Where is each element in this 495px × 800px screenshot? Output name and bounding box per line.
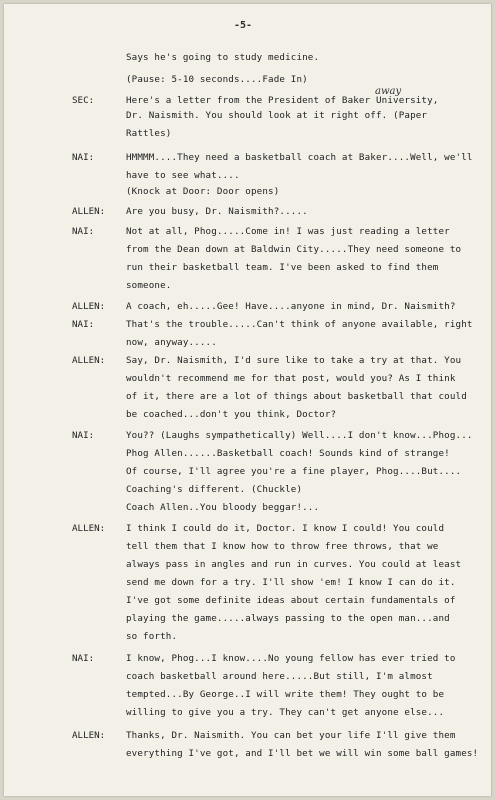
script-line: Thanks, Dr. Naismith. You can bet your life I'll give them <box>126 730 456 741</box>
speaker-label: NAI: <box>72 430 95 441</box>
script-line: tempted...By George..I will write them! They ought to be <box>126 689 445 700</box>
script-line: someone. <box>126 280 172 291</box>
script-line: willing to give you a try. They can't get anyone else... <box>126 707 445 718</box>
speaker-label: ALLEN: <box>72 206 106 217</box>
script-line: coach basketball around here.....But still, I'm almost <box>126 671 433 682</box>
script-line: Says he's going to study medicine. <box>126 52 320 63</box>
script-line: That's the trouble.....Can't think of anyone available, right <box>126 319 473 330</box>
speaker-label: ALLEN: <box>72 523 106 534</box>
speaker-label: ALLEN: <box>72 301 106 312</box>
script-line: everything I've got, and I'll bet we will win some ball games! <box>126 748 479 759</box>
page-number: -5- <box>234 20 253 31</box>
script-line: be coached...don't you think, Doctor? <box>126 409 337 420</box>
script-line: have to see what.... <box>126 170 240 181</box>
script-line: Of course, I'll agree you're a fine player, Phog....But.... <box>126 466 462 477</box>
script-line: now, anyway..... <box>126 337 217 348</box>
script-line: Dr. Naismith. You should look at it right off. (Paper <box>126 110 428 121</box>
script-line: (Pause: 5-10 seconds....Fade In) <box>126 74 308 85</box>
script-line: from the Dean down at Baldwin City.....They need someone to <box>126 244 462 255</box>
script-line: Coaching's different. (Chuckle) <box>126 484 303 495</box>
speaker-label: NAI: <box>72 319 95 330</box>
script-line: run their basketball team. I've been asked to find them <box>126 262 439 273</box>
document-page <box>4 4 491 796</box>
script-line: send me down for a try. I'll show 'em! I know I can do it. <box>126 577 456 588</box>
script-line: (Knock at Door: Door opens) <box>126 186 280 197</box>
script-line: I think I could do it, Doctor. I know I could! You could <box>126 523 445 534</box>
speaker-label: ALLEN: <box>72 355 106 366</box>
script-line: Coach Allen..You bloody beggar!... <box>126 502 320 513</box>
speaker-label: NAI: <box>72 226 95 237</box>
speaker-label: NAI: <box>72 152 95 163</box>
script-line: Are you busy, Dr. Naismith?..... <box>126 206 308 217</box>
speaker-label: SEC: <box>72 95 95 106</box>
script-line: HMMMM....They need a basketball coach at Baker....Well, we'll <box>126 152 473 163</box>
script-line: Not at all, Phog.....Come in! I was just reading a letter <box>126 226 450 237</box>
script-line: Here's a letter from the President of Baker University, <box>126 95 439 106</box>
speaker-label: NAI: <box>72 653 95 664</box>
speaker-label: ALLEN: <box>72 730 106 741</box>
script-line: I've got some definite ideas about certain fundamentals of <box>126 595 456 606</box>
script-line: A coach, eh.....Gee! Have....anyone in mind, Dr. Naismith? <box>126 301 456 312</box>
script-line: You?? (Laughs sympathetically) Well....I don't know...Phog... <box>126 430 473 441</box>
script-line: Phog Allen......Basketball coach! Sounds kind of strange! <box>126 448 450 459</box>
script-line: of it, there are a lot of things about basketball that could <box>126 391 467 402</box>
script-line: Say, Dr. Naismith, I'd sure like to take a try at that. You <box>126 355 462 366</box>
script-line: I know, Phog...I know....No young fellow has ever tried to <box>126 653 456 664</box>
script-line: so forth. <box>126 631 178 642</box>
script-line: tell them that I know how to throw free throws, that we <box>126 541 439 552</box>
script-line: playing the game.....always passing to the open man...and <box>126 613 450 624</box>
script-line: always pass in angles and run in curves. You could at least <box>126 559 462 570</box>
handwritten-annotation: away <box>375 86 402 97</box>
script-line: wouldn't recommend me for that post, would you? As I think <box>126 373 456 384</box>
script-line: Rattles) <box>126 128 172 139</box>
